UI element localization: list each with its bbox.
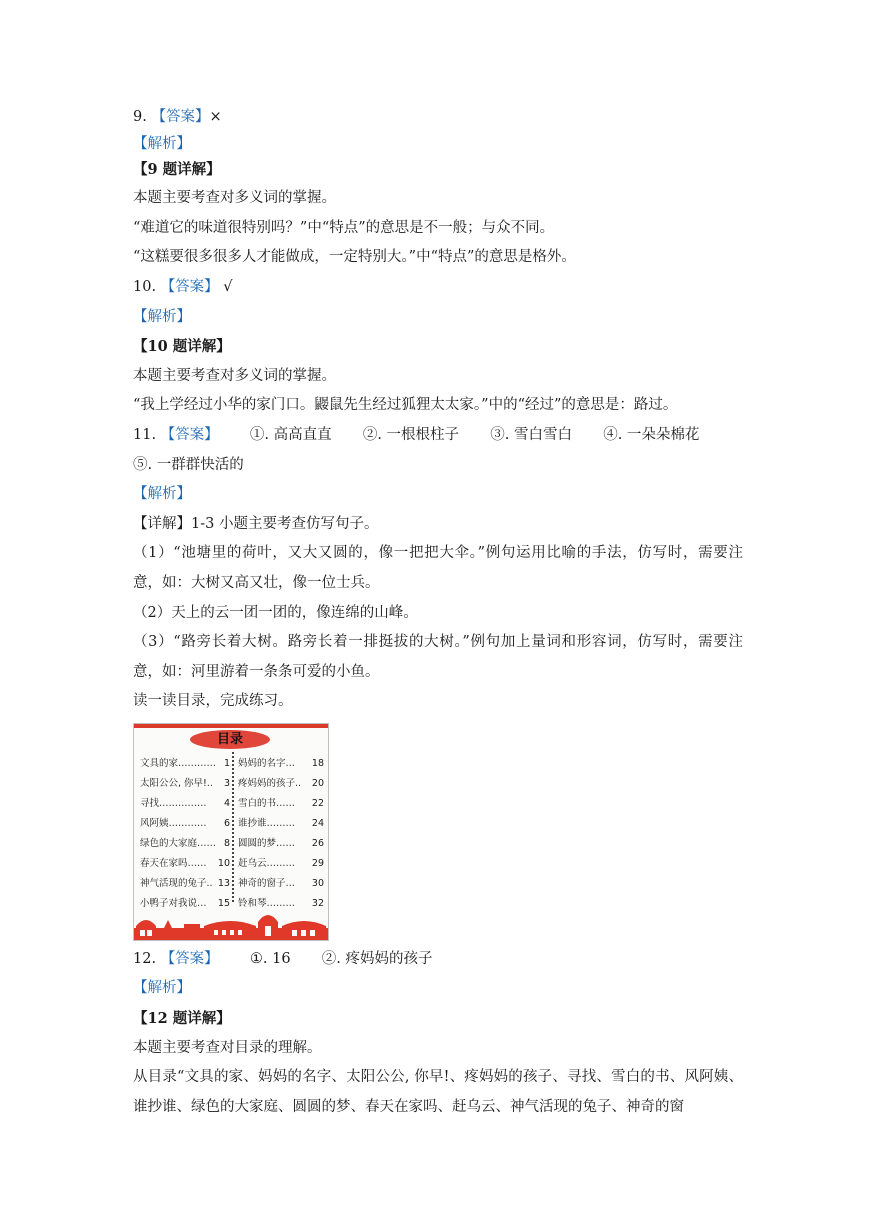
q12-para: 从目录“文具的家、妈妈的名字、太阳公公, 你早!、疼妈妈的孩子、寻找、雪白的书、风阿姨、谁抄谁、绿色的大家庭、圆圆的梦、春天在家吗、赶乌云、神气活现的兔子、神奇的窗 bbox=[133, 1069, 743, 1115]
q11-answer-3: ③. 雪白雪白 bbox=[490, 426, 572, 443]
q9-answer: × bbox=[209, 109, 222, 125]
q11-analysis: 【解析】 bbox=[133, 486, 191, 503]
q9-detail-heading: 【9 题详解】 bbox=[133, 160, 221, 178]
toc-divider bbox=[232, 752, 234, 902]
q10-answer: √ bbox=[223, 278, 233, 295]
document-page bbox=[133, 103, 743, 1122]
toc-title: 目录 bbox=[190, 730, 270, 749]
q9-answer-line bbox=[133, 103, 743, 133]
q12-line-1: 本题主要考查对目录的理解。 bbox=[133, 1039, 322, 1056]
toc-entry: 绿色的大家庭 …… 8 bbox=[140, 837, 230, 849]
q11-detail-line: 【详解】1-3 小题主要考查仿写句子。 bbox=[133, 515, 379, 532]
q11-para-2: （2）天上的云一团一团的，像连绵的山峰。 bbox=[133, 604, 418, 621]
q10-number: 10. bbox=[133, 278, 157, 295]
toc-entry: 妈妈的名字 … 18 bbox=[238, 757, 324, 769]
toc-image bbox=[133, 723, 329, 941]
q10-line-1: 本题主要考查对多义词的掌握。 bbox=[133, 367, 336, 384]
toc-entry: 太阳公公, 你早! .. 3 bbox=[140, 777, 230, 789]
toc-entry: 铃和琴 ……… 32 bbox=[238, 897, 324, 909]
q12-answer-line bbox=[133, 945, 743, 975]
q11-answer-5: ⑤. 一群群快活的 bbox=[133, 456, 244, 473]
q12-answer-tag: 【答案】 bbox=[160, 950, 219, 967]
q11-answer-4: ④. 一朵朵棉花 bbox=[603, 426, 700, 443]
q9-line-3: “这糕要很多很多人才能做成，一定特别大。”中“特点”的意思是格外。 bbox=[133, 249, 576, 266]
q12-detail-heading: 【12 题详解】 bbox=[133, 1010, 231, 1028]
q11-answer-tag: 【答案】 bbox=[160, 426, 219, 443]
q9-answer-tag: 【答案】 bbox=[151, 109, 210, 125]
q9-analysis: 【解析】 bbox=[133, 135, 191, 152]
toc-right-column bbox=[238, 754, 324, 914]
toc-entry: 神气活现的兔子 .. 13 bbox=[140, 877, 230, 889]
toc-banner bbox=[134, 724, 328, 728]
q10-analysis: 【解析】 bbox=[133, 308, 191, 325]
toc-entry: 文具的家 ………… 1 bbox=[140, 757, 230, 769]
toc-entry: 疼妈妈的孩子 .. 20 bbox=[238, 777, 324, 789]
q10-detail-heading: 【10 题详解】 bbox=[133, 338, 231, 356]
toc-entry: 风阿姨 ………… 6 bbox=[140, 817, 230, 829]
toc-entry: 寻找 …………… 4 bbox=[140, 797, 230, 809]
reading-prompt: 读一读目录，完成练习。 bbox=[133, 693, 293, 710]
q10-answer-tag: 【答案】 bbox=[160, 278, 219, 295]
q9-number: 9. bbox=[133, 109, 147, 125]
toc-entry: 谁抄谁 ……… 24 bbox=[238, 817, 324, 829]
q11-answer-1: ①. 高高直直 bbox=[249, 426, 332, 443]
toc-entry: 雪白的书 …… 22 bbox=[238, 797, 324, 809]
q12-answer-2: ②. 疼妈妈的孩子 bbox=[321, 950, 433, 967]
q9-line-2: “难道它的味道很特别吗？”中“特点”的意思是不一般；与众不同。 bbox=[133, 219, 555, 236]
q11-para-3: （3）“路旁长着大树。路旁长着一排挺拔的大树。”例句加上量词和形容词，仿写时，需要注意，如：河里游着一条条可爱的小鱼。 bbox=[133, 634, 743, 680]
q12-number: 12. bbox=[133, 950, 157, 967]
q11-answer-2: ②. 一根根柱子 bbox=[362, 426, 460, 443]
toc-skyline-art bbox=[134, 906, 328, 940]
toc-entry: 春天在家吗 …… 10 bbox=[140, 857, 230, 869]
q12-answer-1: ①. 16 bbox=[249, 950, 291, 967]
q11-number: 11. bbox=[133, 426, 157, 443]
toc-entry: 小鸭子对我说 … 15 bbox=[140, 897, 230, 909]
q10-answer-line bbox=[133, 273, 743, 303]
q12-analysis: 【解析】 bbox=[133, 980, 191, 997]
q9-line-1: 本题主要考查对多义词的掌握。 bbox=[133, 190, 336, 207]
toc-entry: 神奇的窗子 … 30 bbox=[238, 877, 324, 889]
toc-entry: 赶乌云 ……… 29 bbox=[238, 857, 324, 869]
q11-para-1: （1）“池塘里的荷叶，又大又圆的，像一把把大伞。”例句运用比喻的手法，仿写时，需要注意，如：大树又高又壮，像一位士兵。 bbox=[133, 545, 743, 591]
q10-line-2: “我上学经过小华的家门口。鼹鼠先生经过狐狸太太家。”中的“经过”的意思是：路过。 bbox=[133, 397, 678, 414]
toc-left-column bbox=[140, 754, 230, 914]
toc-entry: 圆圆的梦 …… 26 bbox=[238, 837, 324, 849]
q11-answer-line bbox=[133, 421, 743, 451]
